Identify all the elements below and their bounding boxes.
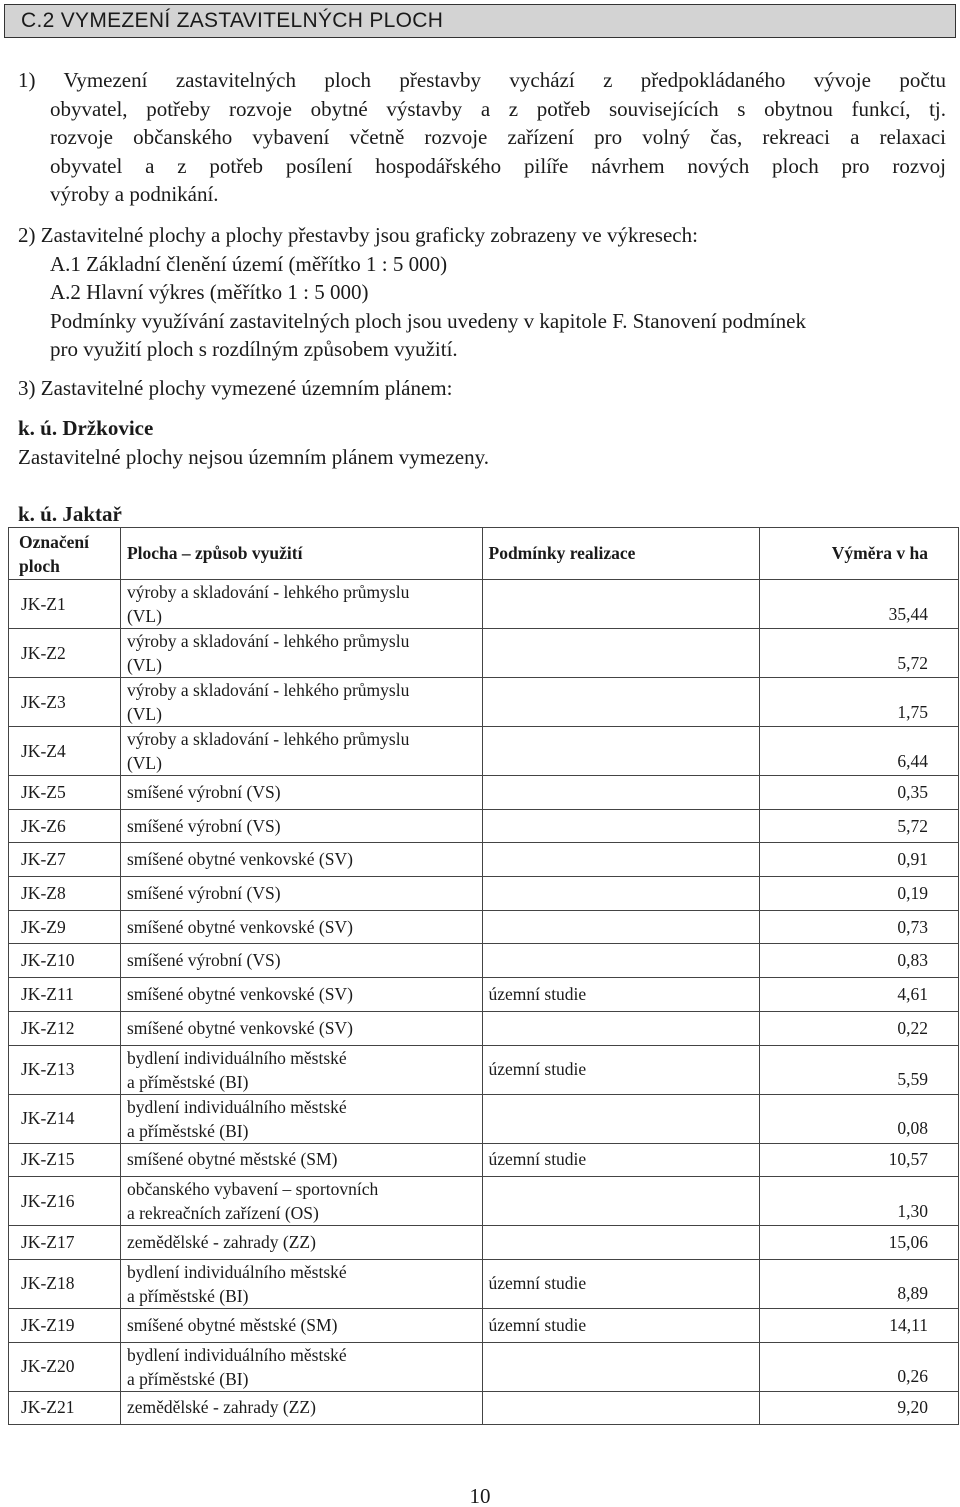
cell-id: JK-Z17 <box>9 1226 121 1260</box>
cell-conditions <box>482 809 760 843</box>
cell-use-line1: bydlení individuálního městské <box>126 1344 347 1365</box>
cell-use-line1: občanského vybavení – sportovních <box>126 1179 379 1200</box>
chapter-heading: C.2 VYMEZENÍ ZASTAVITELNÝCH PLOCH <box>4 4 956 38</box>
cell-conditions <box>482 1342 760 1391</box>
cell-use <box>120 1045 482 1094</box>
header-area: Výměra v ha <box>760 528 959 580</box>
cell-area: 0,22 <box>760 1011 959 1045</box>
cell-conditions <box>482 629 760 678</box>
header-id-line1: Označení <box>19 531 89 552</box>
cell-use-line1: výroby a skladování - lehkého průmyslu <box>126 680 410 700</box>
table-row <box>9 1342 959 1391</box>
cell-area: 10,57 <box>760 1143 959 1177</box>
cell-area: 0,26 <box>760 1342 959 1391</box>
cell-use <box>120 1391 482 1425</box>
cell-use-line1: zemědělské - zahrady (ZZ) <box>126 1397 316 1418</box>
cell-conditions <box>482 776 760 810</box>
section-1-line: 1) Vymezení zastavitelných ploch přestavby vychází z předpokládaného vývoje počtu <box>18 68 946 92</box>
cell-conditions <box>482 910 760 944</box>
cell-use-line1: smíšené obytné městské (SM) <box>126 1149 338 1170</box>
cell-use <box>120 1259 482 1308</box>
cell-use <box>120 727 482 776</box>
cell-use-line2: a příměstské (BI) <box>126 1285 249 1306</box>
cell-id: JK-Z19 <box>9 1308 121 1342</box>
cell-id: JK-Z11 <box>9 978 121 1012</box>
cell-use-line2: (VL) <box>126 704 162 724</box>
table-row <box>9 978 959 1012</box>
cell-conditions: územní studie <box>482 1259 760 1308</box>
table-row <box>9 1391 959 1425</box>
cell-area: 4,61 <box>760 978 959 1012</box>
cell-conditions <box>482 944 760 978</box>
table-row <box>9 809 959 843</box>
section-1-line: obyvatel, potřeby rozvoje obytné výstavby a z potřeb souvisejících s obytnou funkcí, tj. <box>50 96 946 121</box>
cell-use-line1: bydlení individuálního městské <box>126 1261 347 1282</box>
cell-use <box>120 1226 482 1260</box>
cell-id: JK-Z12 <box>9 1011 121 1045</box>
cell-use <box>120 1308 482 1342</box>
cell-conditions <box>482 1011 760 1045</box>
drzkovice-title: k. ú. Držkovice <box>18 416 154 440</box>
cell-conditions: územní studie <box>482 1143 760 1177</box>
cell-id: JK-Z14 <box>9 1094 121 1143</box>
table-row <box>9 1011 959 1045</box>
table-header-row <box>9 528 959 580</box>
jaktar-block <box>18 500 946 529</box>
cell-area: 1,75 <box>760 678 959 727</box>
cell-id: JK-Z7 <box>9 843 121 877</box>
cell-use-line1: bydlení individuálního městské <box>126 1096 347 1117</box>
cell-use-line1: smíšené výrobní (VS) <box>126 882 281 903</box>
cell-area: 14,11 <box>760 1308 959 1342</box>
cell-id: JK-Z16 <box>9 1177 121 1226</box>
cell-area: 5,72 <box>760 629 959 678</box>
table-row <box>9 1259 959 1308</box>
section-2-intro: 2) Zastavitelné plochy a plochy přestavby jsou graficky zobrazeny ve výkresech: <box>18 223 698 247</box>
section-1-line: výroby a podnikání. <box>50 182 219 206</box>
cell-area: 0,19 <box>760 877 959 911</box>
table-row <box>9 776 959 810</box>
cell-use-line1: výroby a skladování - lehkého průmyslu <box>126 631 410 651</box>
cell-area: 0,73 <box>760 910 959 944</box>
cell-use-line2: (VL) <box>126 606 162 626</box>
cell-id: JK-Z20 <box>9 1342 121 1391</box>
cell-area: 15,06 <box>760 1226 959 1260</box>
cell-use <box>120 1177 482 1226</box>
cell-use-line1: smíšené obytné venkovské (SV) <box>126 983 353 1004</box>
cell-area: 0,83 <box>760 944 959 978</box>
cell-use-line1: výroby a skladování - lehkého průmyslu <box>126 582 410 602</box>
table-row <box>9 910 959 944</box>
cell-conditions: územní studie <box>482 978 760 1012</box>
cell-area: 0,91 <box>760 843 959 877</box>
section-3-intro-text: 3) Zastavitelné plochy vymezené územním plánem: <box>18 376 453 400</box>
section-1-line: rozvoje občanského vybavení včetně rozvoje zařízení pro volný čas, rekreaci a relaxaci <box>50 125 946 149</box>
cell-area: 1,30 <box>760 1177 959 1226</box>
cell-id: JK-Z9 <box>9 910 121 944</box>
cell-id: JK-Z10 <box>9 944 121 978</box>
cell-use <box>120 629 482 678</box>
cell-area: 5,59 <box>760 1045 959 1094</box>
cell-use-line1: smíšené výrobní (VS) <box>126 815 281 836</box>
cell-use <box>120 910 482 944</box>
table-row <box>9 1094 959 1143</box>
cell-use-line1: bydlení individuálního městské <box>126 1047 347 1068</box>
cell-conditions <box>482 727 760 776</box>
header-id-line2: ploch <box>19 555 60 576</box>
section-1-line: obyvatel a z potřeb posílení hospodářského pilíře návrhem nových ploch pro rozvoj <box>50 153 946 178</box>
cell-use <box>120 1143 482 1177</box>
section-3-intro <box>18 374 946 403</box>
table-row <box>9 678 959 727</box>
cell-use <box>120 1094 482 1143</box>
table-row <box>9 727 959 776</box>
cell-use <box>120 1011 482 1045</box>
cell-use-line1: zemědělské - zahrady (ZZ) <box>126 1232 316 1253</box>
table-row <box>9 944 959 978</box>
cell-id: JK-Z21 <box>9 1391 121 1425</box>
section-2 <box>18 221 946 364</box>
drawing-a1: A.1 Základní členění území (měřítko 1 : 5 000) <box>50 251 448 276</box>
cell-use <box>120 678 482 727</box>
cell-use-line1: smíšené obytné městské (SM) <box>126 1314 338 1335</box>
table-row <box>9 877 959 911</box>
cell-conditions <box>482 580 760 629</box>
cell-id: JK-Z8 <box>9 877 121 911</box>
cell-use <box>120 978 482 1012</box>
cell-area: 8,89 <box>760 1259 959 1308</box>
zones-table-body <box>9 580 959 1425</box>
conditions-note-line: Podmínky využívání zastavitelných ploch jsou uvedeny v kapitole F. Stanovení podmínek <box>50 308 806 333</box>
table-row <box>9 580 959 629</box>
table-row <box>9 843 959 877</box>
cell-conditions <box>482 678 760 727</box>
cell-use <box>120 843 482 877</box>
cell-id: JK-Z15 <box>9 1143 121 1177</box>
zones-table <box>8 527 959 1425</box>
table-row <box>9 1177 959 1226</box>
cell-use-line2: (VL) <box>126 753 162 773</box>
cell-use <box>120 944 482 978</box>
cell-use <box>120 809 482 843</box>
drzkovice-block <box>18 414 946 471</box>
cell-use-line1: smíšené výrobní (VS) <box>126 950 281 971</box>
cell-area: 5,72 <box>760 809 959 843</box>
cell-use-line1: smíšené obytné venkovské (SV) <box>126 916 353 937</box>
cell-conditions <box>482 843 760 877</box>
table-row <box>9 1308 959 1342</box>
cell-use-line2: a rekreačních zařízení (OS) <box>126 1203 319 1224</box>
cell-conditions <box>482 877 760 911</box>
table-row <box>9 1226 959 1260</box>
cell-conditions <box>482 1391 760 1425</box>
cell-use-line2: a příměstské (BI) <box>126 1071 249 1092</box>
jaktar-title: k. ú. Jaktař <box>18 502 122 526</box>
header-use: Plocha – způsob využití <box>120 528 482 580</box>
cell-id: JK-Z5 <box>9 776 121 810</box>
cell-area: 9,20 <box>760 1391 959 1425</box>
cell-conditions <box>482 1177 760 1226</box>
page-number: 10 <box>469 1484 491 1507</box>
cell-id: JK-Z18 <box>9 1259 121 1308</box>
header-id <box>9 528 121 580</box>
table-row <box>9 1045 959 1094</box>
cell-conditions <box>482 1226 760 1260</box>
cell-use-line1: smíšené obytné venkovské (SV) <box>126 849 353 870</box>
cell-id: JK-Z4 <box>9 727 121 776</box>
conditions-note-line: pro využití ploch s rozdílným způsobem využití. <box>50 337 458 361</box>
cell-use <box>120 776 482 810</box>
cell-area: 35,44 <box>760 580 959 629</box>
cell-id: JK-Z2 <box>9 629 121 678</box>
cell-id: JK-Z13 <box>9 1045 121 1094</box>
header-conditions: Podmínky realizace <box>482 528 760 580</box>
cell-conditions: územní studie <box>482 1308 760 1342</box>
cell-id: JK-Z1 <box>9 580 121 629</box>
cell-use-line1: výroby a skladování - lehkého průmyslu <box>126 729 410 749</box>
table-row <box>9 1143 959 1177</box>
cell-use-line1: smíšené obytné venkovské (SV) <box>126 1017 353 1038</box>
section-1-paragraph <box>18 66 946 209</box>
cell-use-line2: a příměstské (BI) <box>126 1368 249 1389</box>
cell-use <box>120 1342 482 1391</box>
drawing-a2: A.2 Hlavní výkres (měřítko 1 : 5 000) <box>50 280 369 304</box>
cell-use-line1: smíšené výrobní (VS) <box>126 781 281 802</box>
cell-conditions <box>482 1094 760 1143</box>
cell-area: 6,44 <box>760 727 959 776</box>
cell-use <box>120 877 482 911</box>
cell-area: 0,08 <box>760 1094 959 1143</box>
cell-use <box>120 580 482 629</box>
cell-id: JK-Z6 <box>9 809 121 843</box>
cell-use-line2: a příměstské (BI) <box>126 1120 249 1141</box>
cell-id: JK-Z3 <box>9 678 121 727</box>
drzkovice-note: Zastavitelné plochy nejsou územním plánem vymezeny. <box>18 444 489 469</box>
cell-area: 0,35 <box>760 776 959 810</box>
cell-use-line2: (VL) <box>126 655 162 675</box>
table-row <box>9 629 959 678</box>
cell-conditions: územní studie <box>482 1045 760 1094</box>
